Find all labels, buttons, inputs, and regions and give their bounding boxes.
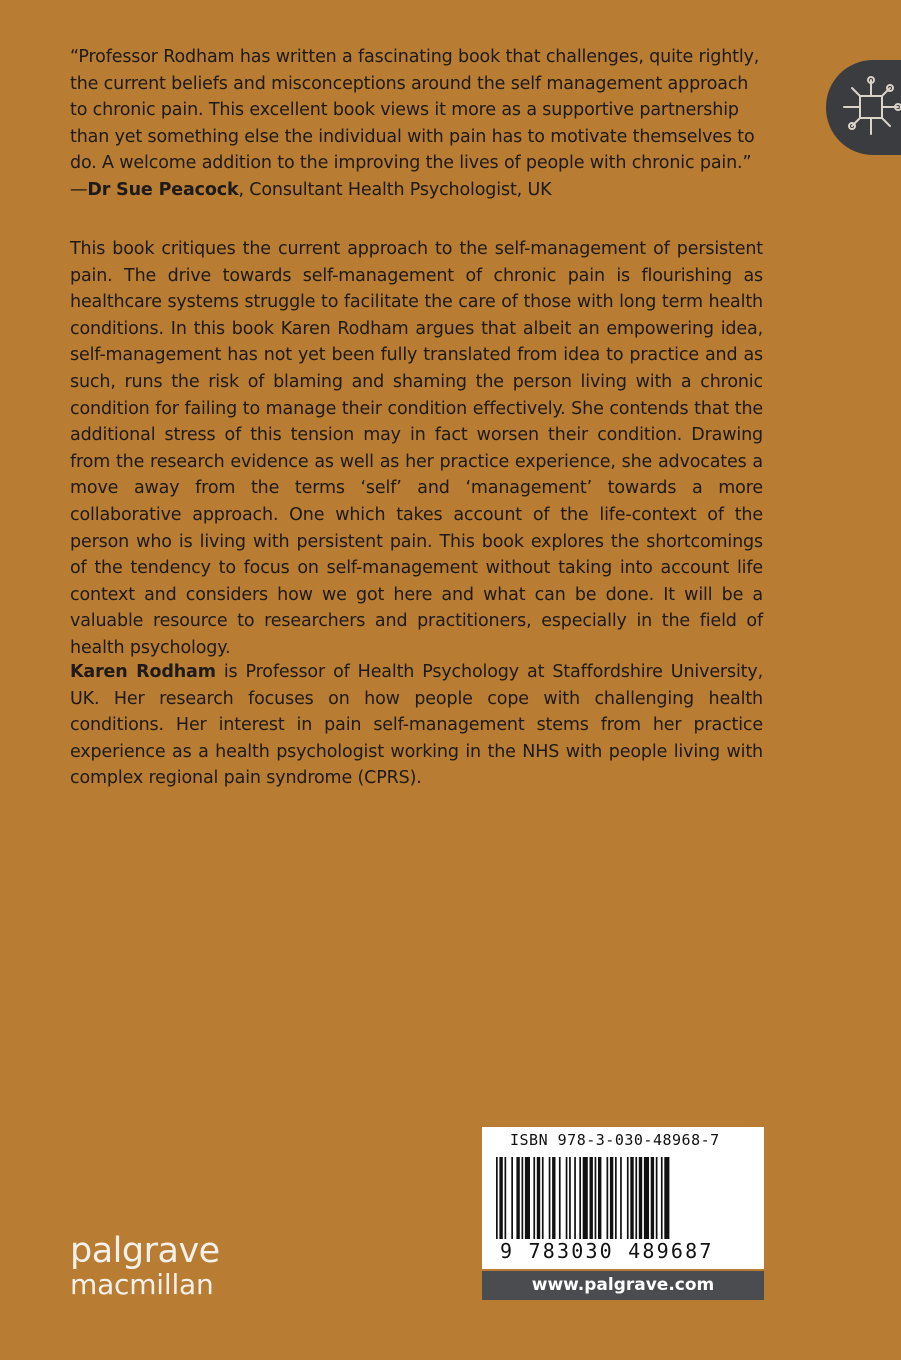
endorsement-quote [70,44,763,204]
publisher-logo-mark [826,60,901,155]
quote-text: “Professor Rodham has written a fascinating book that challenges, quite rightly, the current beliefs and misconceptions around the self management approach to chronic pain. This excellent book views it more as a supportive partnership than yet something else the individual with pain has to motivate themselves to do. A welcome addition to the improving the lives of people with chronic pain.” [70,47,760,174]
barcode-panel [482,1127,764,1269]
author-name: Karen Rodham [70,662,216,682]
publisher-name-line2: macmillan [70,1268,214,1301]
attribution-role: , Consultant Health Psychologist, UK [238,179,552,200]
attribution-dash: — [70,179,88,200]
attribution-name: Dr Sue Peacock [87,179,239,200]
quote-attribution [70,177,763,204]
barcode-digits: 9 783030 489687 [500,1239,714,1263]
network-star-icon [840,76,901,138]
publisher-logo [70,1233,220,1301]
isbn-label: ISBN 978-3-030-48968-7 [510,1131,720,1149]
publisher-website[interactable]: www.palgrave.com [482,1271,764,1300]
book-description: This book critiques the current approach to the self-management of persistent pain. The drive towards self-management of chronic pain is flourishing as healthcare systems struggle to facilitate the care of those with long term health conditions. In this book Karen Rodham argues that albeit an empowering idea, self-management has not yet been fully translated from idea to practice and as such, runs the risk of blaming and shaming the person living with a chronic condition for failing to manage their condition effectively. She contends that the additional stress of this tension may in fact worsen their condition. Drawing from the research evidence as well as her practice experience, she advocates a move away from the terms ‘self’ and ‘management’ towards a more collaborative approach. One which takes account of the life-context of the person who is living with persistent pain. This book explores the shortcomings of the tendency to focus on self-management without taking into account life context and considers how we got here and what can be done. It will be a valuable resource to researchers and practitioners, especially in the field of health psychology. [70,239,763,658]
publisher-name-line1: palgrave [70,1231,220,1271]
author-bio-text: is Professor of Health Psychology at Staffordshire University, UK. Her research focuses on how people cope with challenging health conditions. Her interest in pain self-management stems from her practice experience as a health psychologist working in the NHS with people living with complex regional pain syndrome (CPRS). [70,662,763,789]
author-bio [70,659,763,792]
barcode-icon [496,1157,736,1239]
